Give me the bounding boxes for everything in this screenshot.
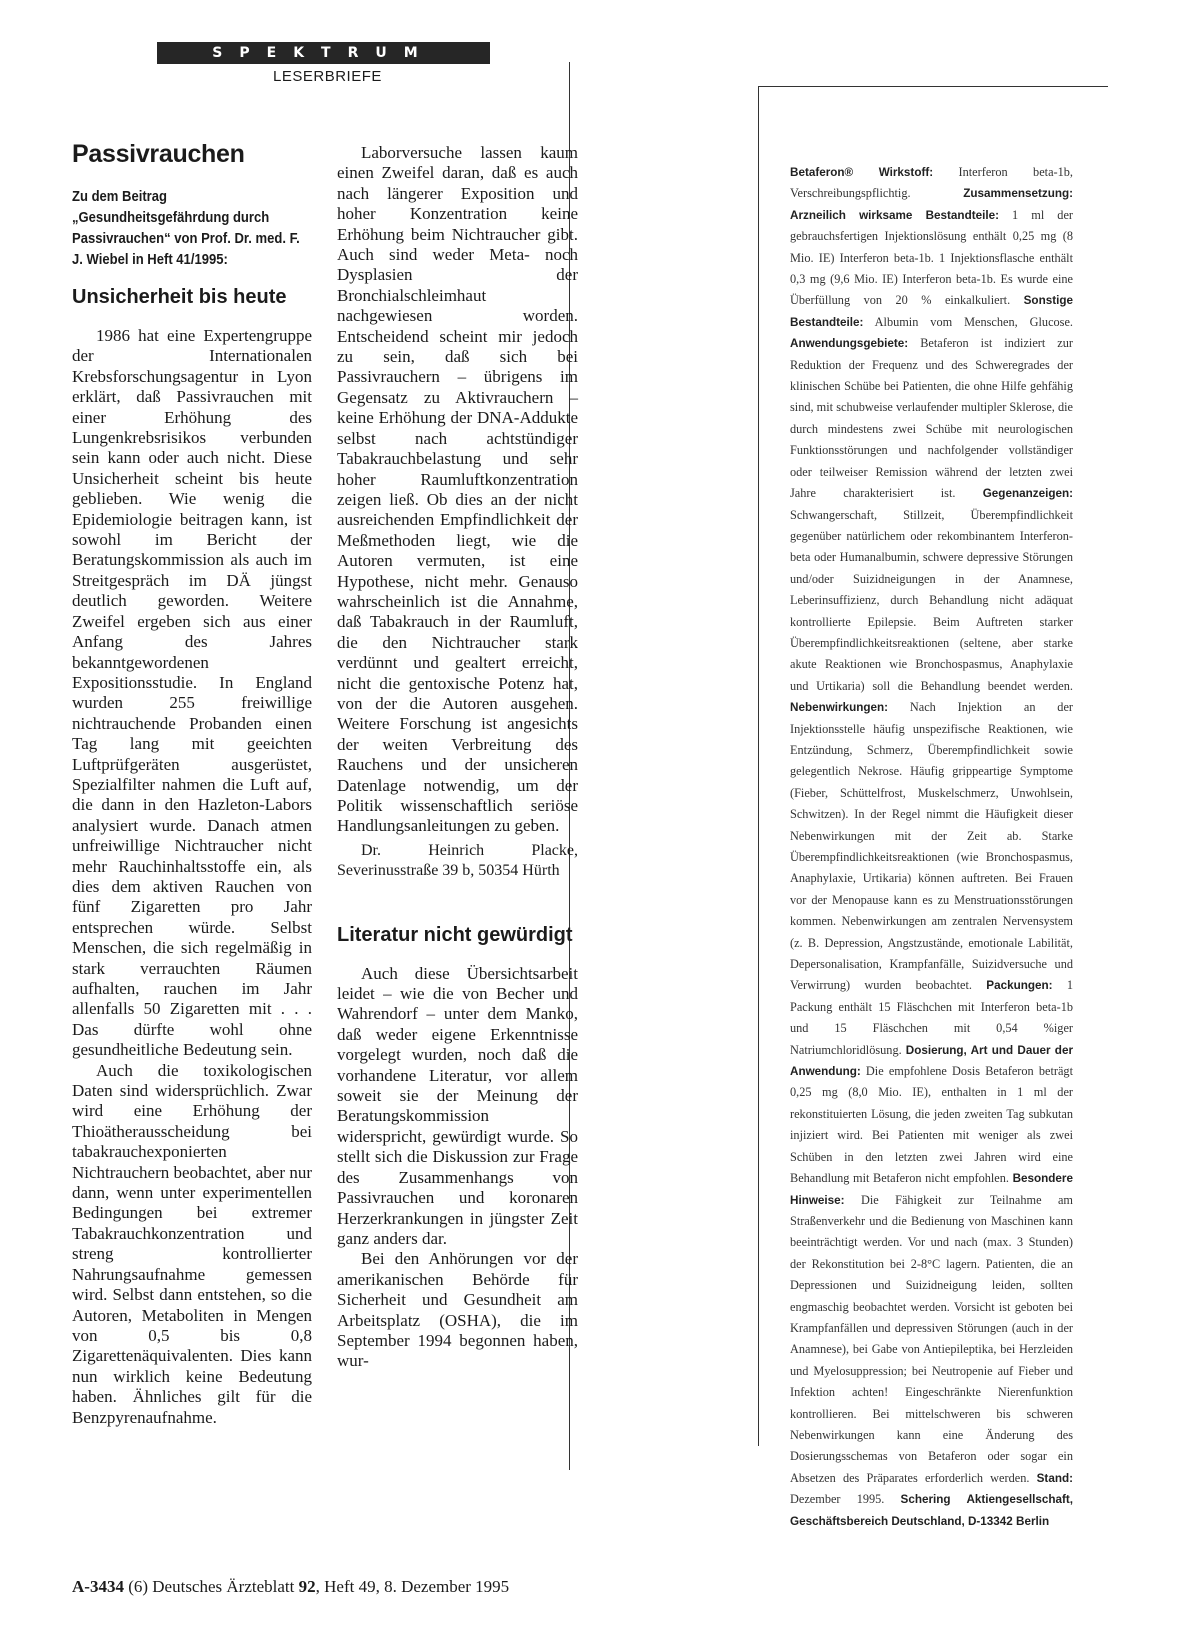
- advert-text: Interferon beta-1b, Verschreibungspflichtig.: [790, 165, 1073, 201]
- letter1-paragraph-1: 1986 hat eine Expertengruppe der Internationalen Krebsforschungsagentur in Lyon erklärt, daß Passivrauchen mit einer Erhöhung des Lungenkrebsrisikos verbunden sein kann oder auch nicht. Diese Unsicherheit scheint bis heute geblieben. Wie wenig die Epidemiologie beitragen kann, ist sowohl im Bericht der Beratungskommission als auch im Streitgespräch im DÄ jüngst deutlich geworden. Weitere Zweifel ergeben sich aus einer Anfang des Jahres bekanntgewordenen Expositionsstudie. In England wurden 255 freiwillige nichtrauchende Probanden einen Tag lang mit geeichten Luftprüfgeräten ausgerüstet, Spezialfilter nahmen die Luft auf, die dann in den Hazleton-Labors analysiert wurde. Danach atmen unfreiwillige Nichtraucher nicht mehr Rauchinhaltsstoffe ein, als dies dem aktiven Rauchen von fünf Zigaretten pro Jahr entsprechen würde. Selbst Menschen, die sich regelmäßig in stark verrauchten Räumen aufhalten, rauchen im Jahr allenfalls 50 Zigaretten mit . . . Das dürfte wohl ohne gesundheitliche Bedeutung sein.: [72, 326, 312, 1060]
- advert-key: Anwendungsgebiete:: [790, 337, 909, 351]
- advert-top-rule: [758, 86, 1108, 87]
- advert-key: Packungen:: [986, 979, 1053, 993]
- advert-text: Die Fähigkeit zur Teilnahme am Straßenverkehr und die Bedienung von Maschinen kann beeinträchtigt werden. Vor und nach (max. 3 Stunden) der Rekonstitution bei 2-8°C lagern. Patienten, die an Depressionen und Suizidneigung leiden, sollten engmaschig beobachtet werden. Vorsicht ist geboten bei Krampfanfällen und depressiven Störungen (auch in der Anamnese), bei Gabe von Antiepileptika, bei Herzleiden und Myelosuppression; bei Neutropenie auf Fieber und Infektion achten! Eingeschränkte Nierenfunktion kontrollieren. Bei mittelschweren bis schweren Nebenwirkungen kann eine Änderung des Dosierungsschemas von Betaferon oder sogar ein Absetzen des Präparates erforderlich werden.: [790, 1192, 1073, 1485]
- advert-text: Dezember 1995.: [790, 1492, 901, 1507]
- letter1-signature: Dr. Heinrich Placke, Severinusstraße 39 b, 50354 Hürth: [337, 841, 578, 880]
- page-number: A-3434: [72, 1577, 124, 1596]
- advert-key: Betaferon® Wirkstoff:: [790, 166, 934, 179]
- page-footer: [72, 1577, 509, 1597]
- advert-key: Gegenanzeigen:: [982, 487, 1073, 501]
- article-column-middle: [337, 143, 578, 1372]
- letter2-title: Literatur nicht gewürdigt: [337, 923, 573, 946]
- subsection-label: LESERBRIEFE: [273, 68, 382, 85]
- footer-issue-date: , Heft 49, 8. Dezember 1995: [315, 1577, 510, 1596]
- footer-journal: (6) Deutsches Ärzteblatt: [128, 1577, 295, 1596]
- advert-key: Zusammensetzung: Arzneilich wirksame Bestandteile:: [790, 187, 1073, 222]
- advert-text: Schwangerschaft, Stillzeit, Überempfindlichkeit gegenüber natürlichem oder rekombinantem Interferon-beta oder Humanalbumin, schwere depressive Störungen und/oder Suizidneigungen in der Anamnese, Leberinsuffizienz, durch Behandlung nicht adäquat kontrollierte Epilepsie. Beim Auftreten starker Überempfindlichkeitsreaktionen (seltene, aber starke akute Reaktionen wie Bronchospasmus, Anaphylaxie und Urtikaria) soll die Behandlung beendet werden.: [790, 507, 1073, 693]
- advert-key: Sonstige Bestandteile:: [790, 294, 1073, 329]
- letter2-paragraph-1: Auch diese Übersichtsarbeit leidet – wie die von Becher und Wahrendorf – unter dem Manko, daß weder eigene Erkenntnisse vorgelegt wurden, noch daß die vorhandene Literatur, vor allem soweit sie der Meinung der Beratungskommission widerspricht, gewürdigt wurde. So stellt sich die Diskussion zur Frage des Zusammenhangs von Passivrauchen und koronaren Herzerkrankungen in jüngster Zeit ganz anders dar.: [337, 963, 578, 1248]
- advert-text: 1 ml der gebrauchsfertigen Injektionslösung enthält 0,25 mg (8 Mio. IE) Interferon beta-1b. 1 Injektionsflasche enthält 0,3 mg (9,6 Mio. IE) Interferon beta-1b. Es wurde eine Überfüllung von 20 % einkalkuliert.: [790, 207, 1073, 308]
- article-headline: Passivrauchen: [72, 140, 245, 168]
- footer-volume: 92: [298, 1577, 316, 1596]
- letter1-title: Unsicherheit bis heute: [72, 286, 287, 308]
- advert-key: Dosierung, Art und Dauer der Anwendung:: [790, 1043, 1073, 1079]
- advert-prescribing-info: [790, 162, 1073, 1532]
- advert-key: Nebenwirkungen:: [790, 701, 889, 715]
- letter2-paragraph-2: Bei den Anhörungen vor der amerikanischen Behörde für Sicherheit und Gesundheit am Arbeitsplatz (OSHA), die im September 1994 begonnen haben, wur-: [337, 1249, 578, 1371]
- advert-text: Albumin vom Menschen, Glucose.: [863, 314, 1073, 329]
- letter1-paragraph-2: Auch die toxikologischen Daten sind widersprüchlich. Zwar wird eine Erhöhung der Thioätherausscheidung bei tabakrauchexponierten Nichtrauchern beobachtet, aber nur dann, wenn unter experimentellen Bedingungen bei extremer Tabakrauchkonzentration und streng kontrollierter Nahrungsaufnahme gemessen wird. Selbst dann entstehen, so die Autoren, Metaboliten in Mengen von 0,5 bis 0,8 Zigarettenäquivalenten. Dies kann nun wirklich keine Bedeutung haben. Ähnliches gilt für die Benzpyrenaufnahme.: [72, 1060, 312, 1427]
- advert-text: Betaferon ist indiziert zur Reduktion der Frequenz und des Schweregrades der klinischen Schübe bei Patienten, die ohne Hilfe gehfähig sind, mit schubweise verlaufender multipler Sklerose, die durch mindestens zwei Schübe mit neurologischen Funktionsstörungen und nachfolgender vollständiger oder teilweiser Remission während der letzten zwei Jahre charakterisiert ist.: [790, 336, 1073, 501]
- advert-text: 1 Packung enthält 15 Fläschchen mit Interferon beta-1b und 15 Fläschchen mit 0,54 %iger Natriumchloridlösung.: [790, 978, 1073, 1057]
- letter1-paragraph-3: Laborversuche lassen kaum einen Zweifel daran, daß es auch nach längerer Exposition und hoher Konzentration keine Erhöhung beim Nichtraucher gibt. Auch sind weder Meta- noch Dysplasien der Bronchialschleimhaut nachgewiesen worden. Entscheidend scheint mir jedoch zu sein, daß sich bei Passivrauchern – übrigens im Gegensatz zu Aktivrauchern – keine Erhöhung der DNA-Addukte selbst nach achtstündiger Tabakrauchbelastung und sehr hoher Raumluftkonzentration zeigen ließ. Ob dies an der nicht ausreichenden Empfindlichkeit der Meßmethoden liegt, wie die Autoren vermuten, ist eine Hypothese, nicht mehr. Genauso wahrscheinlich ist die Annahme, daß Tabakrauch in der Raumluft, die den Nichtraucher stark verdünnt und gealtert erreicht, nicht die gentoxische Potenz hat, von der die Autoren ausgehen. Weitere Forschung ist angesichts der weiten Verbreitung des Rauchens und der unsicheren Datenlage notwendig, um der Politik wissenschaftlich seriöse Handlungsanleitungen zu geben.: [337, 143, 578, 836]
- section-banner: SPEKTRUM: [157, 42, 490, 64]
- advert-text: Die empfohlene Dosis Betaferon beträgt 0,25 mg (8,0 Mio. IE), enthalten in 1 ml der rekonstituierten Lösung, die jeden zweiten Tag subkutan injiziert wird. Bei Patienten mit weniger als zwei Schüben in den letzten zwei Jahren wird eine Behandlung mit Betaferon nicht empfohlen.: [790, 1064, 1073, 1186]
- advert-text: Nach Injektion an der Injektionsstelle häufig unspezifische Reaktionen, wie Entzündung, Schmerz, Überempfindlichkeit sowie gelegentlich Nekrose. Häufig grippeartige Symptome (Fieber, Schüttelfrost, Muskelschmerz, Unwohlsein, Schwitzen). In der Regel nimmt die Häufigkeit dieser Nebenwirkungen mit der Zeit ab. Starke Überempfindlichkeitsreaktionen (wie Bronchospasmus, Anaphylaxie, Urtikaria) können auftreten. Bei Frauen vor der Menopause kann es zu Menstruationsstörungen kommen. Nebenwirkungen am zentralen Nervensystem (z. B. Depression, Angstzustände, emotionale Labilität, Depersonalisation, Krampfanfälle, Suizidversuche und Verwirrung) wurden beobachtet.: [790, 700, 1073, 993]
- advert-key: Besondere Hinweise:: [790, 1172, 1073, 1207]
- advert-left-rule: [758, 86, 759, 1446]
- article-column-left: [72, 140, 312, 1428]
- advert-company: Schering Aktiengesellschaft, Geschäftsbereich Deutschland, D-13342 Berlin: [790, 1493, 1073, 1528]
- article-lead: Zu dem Beitrag „Gesundheitsgefährdung durch Passivrauchen“ von Prof. Dr. med. F. J. Wiebel in Heft 41/1995:: [72, 189, 300, 268]
- advert-key: Stand:: [1036, 1471, 1073, 1485]
